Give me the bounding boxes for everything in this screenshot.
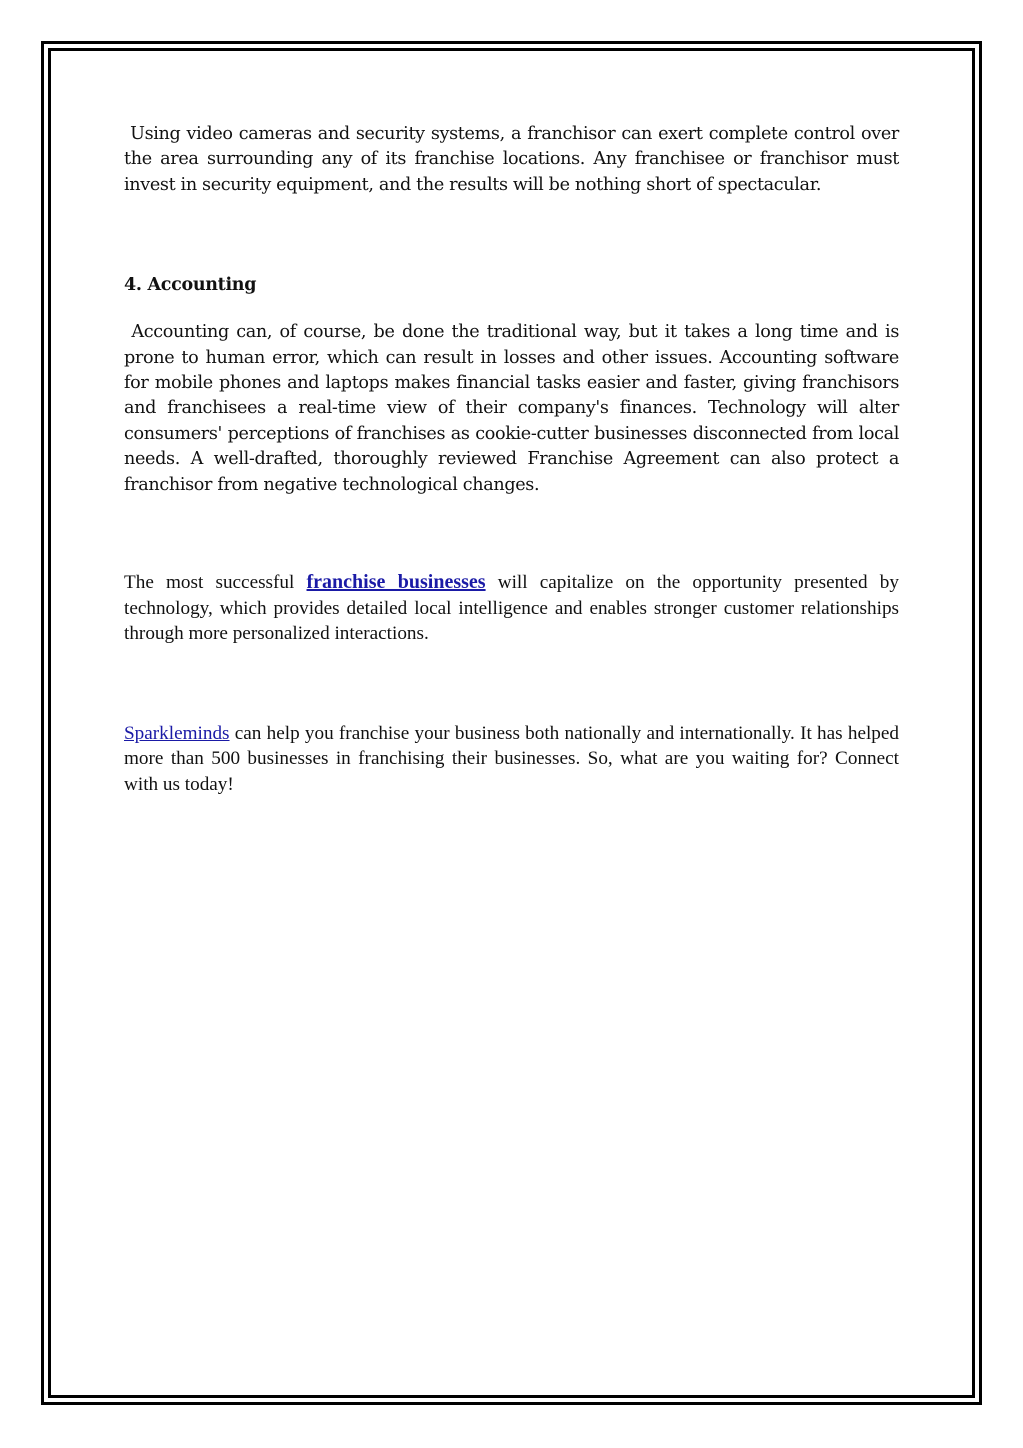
paragraph-successful-franchises <box>124 570 899 647</box>
paragraph-security: Using video cameras and security systems, a franchisor can exert complete control over the area surrounding any of its franchise locations. Any franchisee or franchisor must invest in security equipment, and the results will be nothing short of spectacular. <box>124 124 899 195</box>
paragraph-text-after-link: will capitalize on the opportunity presented by technology, which provides detailed local intelligence and enables stronger customer relationships through more personalized interactions. <box>124 572 899 645</box>
section-heading-accounting: 4. Accounting <box>124 275 257 296</box>
paragraph-accounting: Accounting can, of course, be done the traditional way, but it takes a long time and is prone to human error, which can result in losses and other issues. Accounting software for mobile phones and laptops makes financial tasks easier and faster, giving franchisors and franchisees a real-time view of their company's finances. Technology will alter consumers' perceptions of franchises as cookie-cutter businesses disconnected from local needs. A well-drafted, thoroughly reviewed Franchise Agreement can also protect a franchisor from negative technological changes. <box>124 322 899 495</box>
sparkleminds-link[interactable]: Sparkleminds <box>124 722 230 744</box>
franchise-businesses-link[interactable]: franchise businesses <box>306 571 486 594</box>
document-body <box>124 122 899 798</box>
paragraph-sparkleminds <box>124 721 899 798</box>
paragraph-text-after-link: can help you franchise your business both nationally and internationally. It has helped more than 500 businesses in franchising their businesses. So, what are you waiting for? Connect with us today! <box>124 722 899 796</box>
paragraph-text-before-link: The most successful <box>124 572 307 594</box>
